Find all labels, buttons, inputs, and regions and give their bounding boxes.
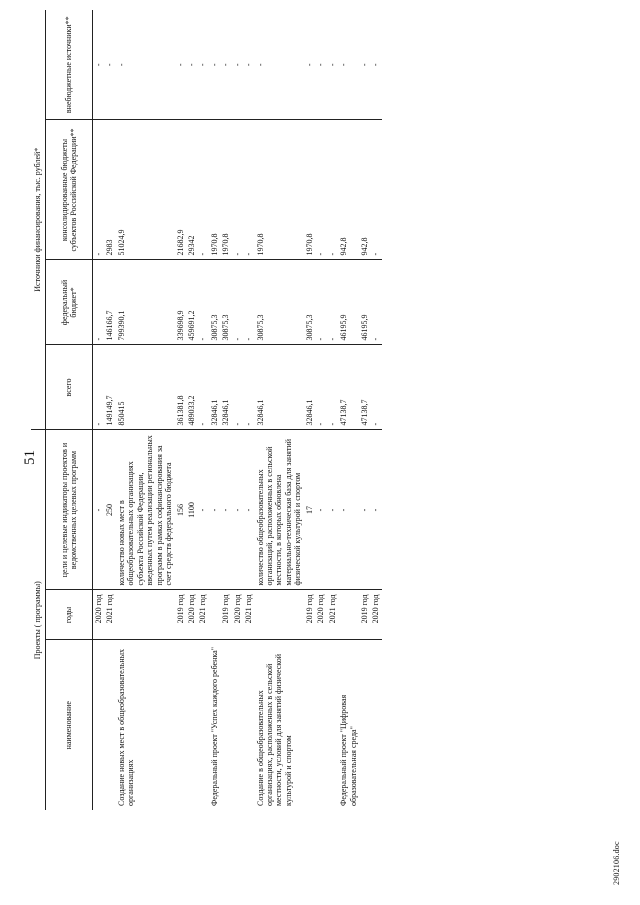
col-header-federal: федеральный бюджет* <box>46 260 93 345</box>
row-goal: - <box>93 430 105 590</box>
row-federal: 30875,3 <box>304 260 315 345</box>
row-regional: 21682,9 <box>175 120 186 260</box>
row-total: - <box>243 345 254 430</box>
row-extra: - <box>197 10 208 120</box>
row-federal: 339698,9 <box>175 260 186 345</box>
row-extra: - <box>175 10 186 120</box>
row-regional: 2983 <box>104 120 115 260</box>
row-extra: - <box>93 10 105 120</box>
table-row <box>175 10 186 810</box>
row-goal: - <box>315 430 326 590</box>
row-extra: - <box>220 10 231 120</box>
table-row <box>116 10 175 810</box>
row-extra: - <box>315 10 326 120</box>
col-header-goals: цели и целевые индикаторы проектов и ведомственных целевых программ <box>46 430 93 590</box>
row-total: 32846,1 <box>255 345 304 430</box>
row-federal: 799390,1 <box>116 260 175 345</box>
row-extra: - <box>232 10 243 120</box>
row-extra: - <box>255 10 304 120</box>
row-regional: - <box>315 120 326 260</box>
row-name <box>243 640 254 810</box>
row-federal: 46195,9 <box>338 260 359 345</box>
row-goal: - <box>232 430 243 590</box>
row-regional: - <box>370 120 381 260</box>
row-year: 2019 год <box>304 590 315 640</box>
row-goal: - <box>243 430 254 590</box>
row-regional: - <box>327 120 338 260</box>
document-filename: 2902106.doc <box>612 841 621 885</box>
table-body <box>93 10 382 810</box>
row-total: 850415 <box>116 345 175 430</box>
row-goal: 1100 <box>186 430 197 590</box>
table-row <box>93 10 105 810</box>
col-header-years: годы <box>46 590 93 640</box>
row-extra: - <box>370 10 381 120</box>
row-goal: - <box>370 430 381 590</box>
row-goal: количество новых мест в общеобразовательных организациях субъекта Российской Федерации, введенных путем реализации региональных программ в рамках софинансирования за счет средств федерального бюджета <box>116 430 175 590</box>
col-header-total: всего <box>46 345 93 430</box>
row-name <box>93 640 105 810</box>
row-regional: 942,8 <box>338 120 359 260</box>
row-year: 2021 год <box>243 590 254 640</box>
row-total: 361381,8 <box>175 345 186 430</box>
col-header-name: наименование <box>46 640 93 810</box>
table-row <box>209 10 220 810</box>
row-year: 2020 год <box>315 590 326 640</box>
row-federal: 459691,2 <box>186 260 197 345</box>
row-name: Создание в общеобразовательных организациях, расположенных в сельской местности, условий для занятий физической культурой и спортом <box>255 653 293 806</box>
row-regional: 51024,9 <box>116 120 175 260</box>
row-year: 2021 год <box>327 590 338 640</box>
row-total: - <box>327 345 338 430</box>
row-federal: 146166,7 <box>104 260 115 345</box>
row-federal: - <box>93 260 105 345</box>
row-name <box>304 640 315 810</box>
row-year <box>209 590 220 640</box>
row-year: 2020 год <box>370 590 381 640</box>
row-name: Федеральный проект "Цифровая образовательная среда" <box>339 694 358 806</box>
row-name <box>359 640 370 810</box>
row-name <box>327 640 338 810</box>
row-year: 2019 год <box>220 590 231 640</box>
row-total: - <box>197 345 208 430</box>
row-goal: - <box>197 430 208 590</box>
row-regional: 1970,8 <box>209 120 220 260</box>
row-federal: - <box>315 260 326 345</box>
page-number: 51 <box>22 450 38 465</box>
row-total: - <box>232 345 243 430</box>
row-extra: - <box>327 10 338 120</box>
row-total: 489033,2 <box>186 345 197 430</box>
row-name <box>104 640 115 810</box>
row-year <box>255 590 304 640</box>
table-row <box>243 10 254 810</box>
row-year: 2019 год <box>175 590 186 640</box>
row-goal: 17 <box>304 430 315 590</box>
row-total: - <box>315 345 326 430</box>
row-name <box>315 640 326 810</box>
table-row <box>197 10 208 810</box>
row-total: 47138,7 <box>338 345 359 430</box>
row-total: 47138,7 <box>359 345 370 430</box>
row-name: Создание новых мест в общеобразовательных организациях <box>116 648 136 806</box>
row-total: 149149,7 <box>104 345 115 430</box>
row-extra: - <box>243 10 254 120</box>
funding-group-header: Источники финансирования, тыс. рублей* <box>31 10 46 430</box>
row-year: 2021 год <box>197 590 208 640</box>
row-year: 2020 год <box>186 590 197 640</box>
table-row <box>186 10 197 810</box>
row-name <box>186 640 197 810</box>
projects-group-header: Проекты ( программы) <box>31 430 46 810</box>
row-extra: - <box>186 10 197 120</box>
row-regional: 942,8 <box>359 120 370 260</box>
row-year: 2019 год <box>359 590 370 640</box>
row-extra: - <box>304 10 315 120</box>
table-row <box>315 10 326 810</box>
col-header-extra: внебюджетные источники** <box>46 10 93 120</box>
table-row <box>104 10 115 810</box>
table-row <box>370 10 381 810</box>
row-regional: - <box>93 120 105 260</box>
row-goal: - <box>220 430 231 590</box>
row-goal: количество общеобразовательных организаций, расположенных в сельской местности, в которых обновлена материально-техническая база для занятий физической культурой и спортом <box>255 430 304 590</box>
row-regional: - <box>243 120 254 260</box>
row-name <box>197 640 208 810</box>
row-federal: 46195,9 <box>359 260 370 345</box>
row-name <box>220 640 231 810</box>
row-goal: - <box>338 430 359 590</box>
row-year: 2021 год <box>104 590 115 640</box>
row-federal: - <box>243 260 254 345</box>
row-federal: 30875,3 <box>209 260 220 345</box>
col-header-regional: консолидированные бюджеты субъектов Российской Федерации** <box>46 120 93 260</box>
row-name <box>232 640 243 810</box>
row-year <box>338 590 359 640</box>
row-extra: - <box>359 10 370 120</box>
row-regional: 1970,8 <box>220 120 231 260</box>
table-row <box>220 10 231 810</box>
table-row <box>255 10 304 810</box>
row-total: 32846,1 <box>220 345 231 430</box>
row-extra: - <box>338 10 359 120</box>
table-row <box>232 10 243 810</box>
row-goal: - <box>327 430 338 590</box>
row-regional: - <box>232 120 243 260</box>
row-extra: - <box>104 10 115 120</box>
row-total: 32846,1 <box>304 345 315 430</box>
row-total: - <box>370 345 381 430</box>
row-year: 2020 год <box>93 590 105 640</box>
row-total: 32846,1 <box>209 345 220 430</box>
row-federal: - <box>197 260 208 345</box>
row-regional: 1970,8 <box>255 120 304 260</box>
row-name <box>370 640 381 810</box>
table-row <box>359 10 370 810</box>
row-federal: 30875,3 <box>255 260 304 345</box>
row-extra: - <box>209 10 220 120</box>
row-year <box>116 590 175 640</box>
row-federal: - <box>370 260 381 345</box>
row-name <box>175 640 186 810</box>
financing-table <box>31 10 382 810</box>
row-regional: 1970,8 <box>304 120 315 260</box>
row-goal: 250 <box>104 430 115 590</box>
row-federal: - <box>327 260 338 345</box>
row-goal: - <box>209 430 220 590</box>
row-federal: - <box>232 260 243 345</box>
row-goal: 156 <box>175 430 186 590</box>
row-year: 2020 год <box>232 590 243 640</box>
table-row <box>338 10 359 810</box>
row-federal: 30875,3 <box>220 260 231 345</box>
table-row <box>304 10 315 810</box>
row-goal: - <box>359 430 370 590</box>
row-extra: - <box>116 10 175 120</box>
row-total: - <box>93 345 105 430</box>
row-regional: - <box>197 120 208 260</box>
row-name: Федеральный проект "Успех каждого ребенка" <box>209 647 219 806</box>
table-row <box>327 10 338 810</box>
row-regional: 29342 <box>186 120 197 260</box>
